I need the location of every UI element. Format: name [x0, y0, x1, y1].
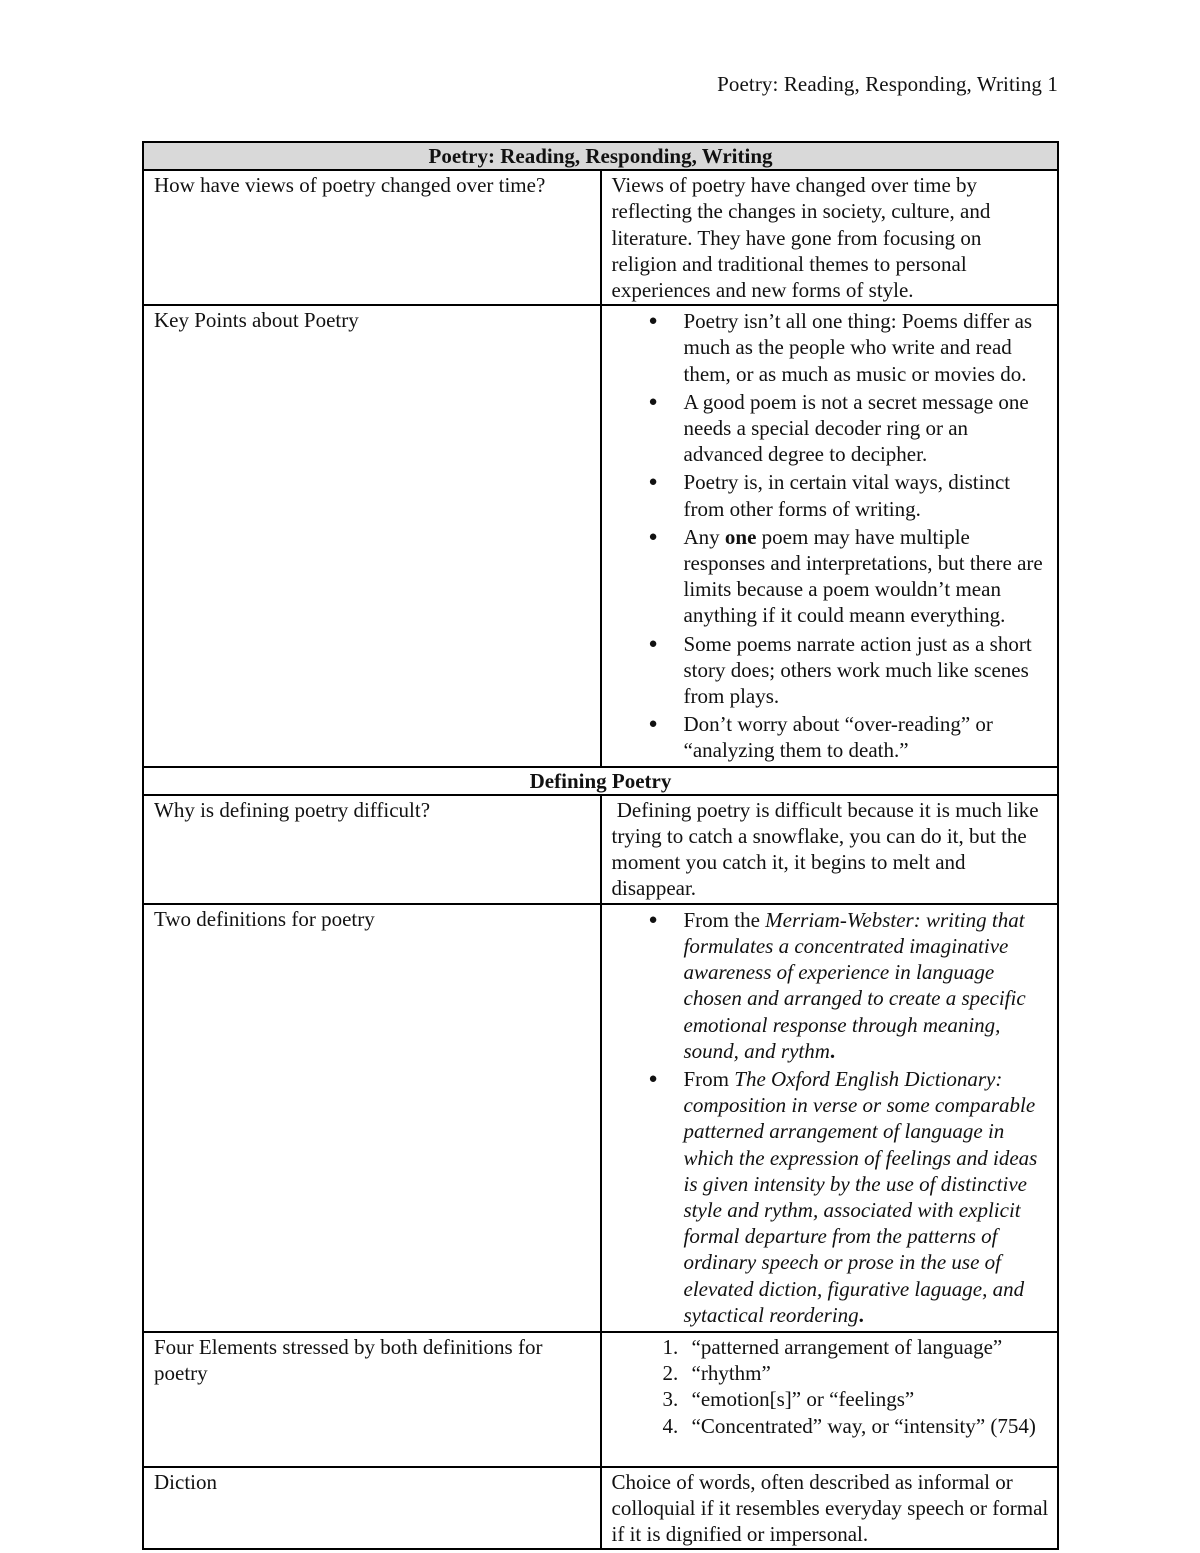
definition-end: . — [858, 1302, 864, 1327]
list-item: ● Poetry isn’t all one thing: Poems differ as much as the people who write and read them, or as much as music or movies do. — [684, 308, 1050, 387]
table-row — [143, 1467, 1058, 1550]
list-item: ● Don’t worry about “over-reading” or “analyzing them to death.” — [684, 711, 1050, 763]
list-item-text: poem may have multiple responses and interpretations, but there are limits because a poem wouldn’t mean anything if it could meann everything. — [683, 524, 1043, 628]
definition-end: . — [829, 1038, 836, 1063]
term-cell: Key Points about Poetry — [143, 305, 601, 766]
term-cell: Four Elements stressed by both definitions for poetry — [143, 1332, 601, 1467]
answer-cell — [601, 305, 1059, 766]
list-item-text: Any — [683, 524, 725, 549]
running-header: Poetry: Reading, Responding, Writing 1 — [717, 72, 1058, 96]
list-item: ● Poetry is, in certain vital ways, distinct from other forms of writing. — [684, 469, 1050, 521]
section-title: Defining Poetry — [143, 767, 1058, 795]
term-cell: Two definitions for poetry — [143, 904, 601, 1332]
term-cell: Why is defining poetry difficult? — [143, 795, 601, 904]
table-row — [143, 305, 1058, 766]
definition-prefix: From the — [683, 907, 766, 932]
definition-source: Merriam-Webster: — [765, 907, 921, 932]
table-title: Poetry: Reading, Responding, Writing — [143, 142, 1058, 170]
definition-text: writing that formulates a concentrated imaginative awareness of experience in language chosen and arranged to create a specific emotional response through meaning, sound, and rythm — [683, 907, 1026, 1063]
list-item: ● Some poems narrate action just as a short story does; others work much like scenes from plays. — [684, 631, 1050, 710]
table-row — [143, 904, 1058, 1332]
list-item — [684, 1066, 1050, 1328]
definition-prefix: From — [683, 1066, 735, 1091]
key-points-list — [612, 308, 1050, 763]
list-item: 4. “Concentrated” way, or “intensity” (754) — [684, 1413, 1050, 1439]
definition-source: The Oxford English Dictionary: — [734, 1066, 1003, 1091]
section-title-row — [143, 767, 1058, 795]
answer-cell: Defining poetry is difficult because it is much like trying to catch a snowflake, you can do it, but the moment you catch it, it begins to melt and disappear. — [601, 795, 1059, 904]
answer-cell — [601, 904, 1059, 1332]
list-item: ● A good poem is not a secret message one needs a special decoder ring or an advanced degree to decipher. — [684, 389, 1050, 468]
answer-cell — [601, 1332, 1059, 1467]
definitions-list — [612, 907, 1050, 1328]
term-cell: Diction — [143, 1467, 601, 1550]
table-row — [143, 795, 1058, 904]
table-row — [143, 1332, 1058, 1467]
answer-cell: Views of poetry have changed over time by reflecting the changes in society, culture, and literature. They have gone from focusing on religion and traditional themes to personal experiences and new forms of style. — [601, 170, 1059, 305]
answer-cell: Choice of words, often described as informal or colloquial if it resembles everyday speech or formal if it is dignified or impersonal. — [601, 1467, 1059, 1550]
table-title-row — [143, 142, 1058, 170]
definition-text: composition in verse or some comparable patterned arrangement of language in which the expression of feelings and ideas is given intensity by the use of distinctive style and rythm, associated with explicit formal departure from the patterns of ordinary speech or prose in the use of elevated diction, figurative laguage, and sytactical reordering — [683, 1093, 1038, 1327]
list-item: 2. “rhythm” — [684, 1360, 1050, 1386]
table-row — [143, 170, 1058, 305]
spacer — [612, 1439, 1050, 1465]
list-item — [684, 524, 1050, 629]
list-item: 1. “patterned arrangement of language” — [684, 1334, 1050, 1360]
emphasis-text: one — [724, 524, 757, 549]
list-item: 3. “emotion[s]” or “feelings” — [684, 1386, 1050, 1412]
term-cell: How have views of poetry changed over time? — [143, 170, 601, 305]
notes-table — [142, 141, 1059, 1550]
list-item — [684, 907, 1050, 1064]
elements-list — [612, 1334, 1050, 1439]
